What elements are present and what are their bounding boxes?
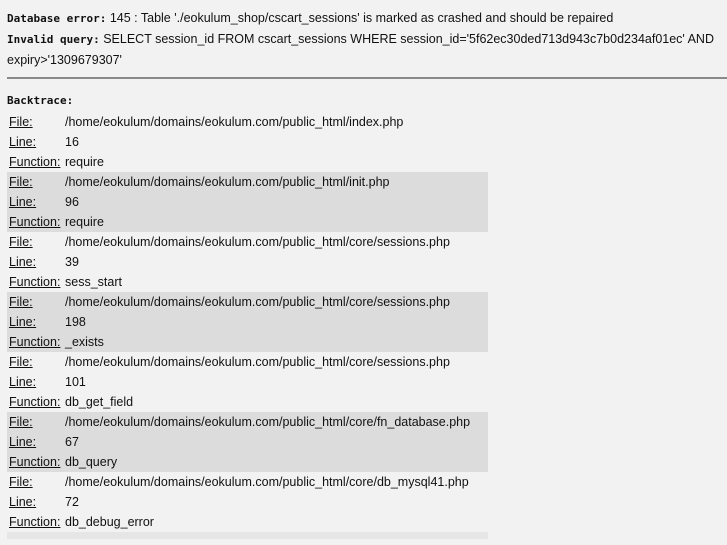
backtrace-function-label: Function: bbox=[7, 512, 63, 532]
backtrace-file-value: /home/eokulum/domains/eokulum.com/public_html/core/db_mysql41.php bbox=[63, 472, 488, 492]
backtrace-file-label: File: bbox=[7, 292, 63, 312]
backtrace-line-value: 39 bbox=[63, 252, 488, 272]
backtrace-row-line bbox=[7, 312, 488, 332]
backtrace-line-label: Line: bbox=[7, 432, 63, 452]
backtrace-file-label: File: bbox=[7, 112, 63, 132]
backtrace-row-file bbox=[7, 112, 488, 132]
backtrace-row-file bbox=[7, 352, 488, 372]
backtrace-table bbox=[7, 112, 488, 532]
backtrace-function-label: Function: bbox=[7, 212, 63, 232]
backtrace-file-value: /home/eokulum/domains/eokulum.com/public_html/core/sessions.php bbox=[63, 232, 488, 252]
backtrace-function-value: require bbox=[63, 212, 488, 232]
backtrace-row-function bbox=[7, 272, 488, 292]
backtrace-line-value: 101 bbox=[63, 372, 488, 392]
backtrace-function-value: db_query bbox=[63, 452, 488, 472]
backtrace-row-line bbox=[7, 252, 488, 272]
backtrace-line-value: 72 bbox=[63, 492, 488, 512]
backtrace-file-label: File: bbox=[7, 412, 63, 432]
backtrace-file-value: /home/eokulum/domains/eokulum.com/public_html/core/fn_database.php bbox=[63, 412, 488, 432]
backtrace-file-label: File: bbox=[7, 172, 63, 192]
backtrace-function-value: require bbox=[63, 152, 488, 172]
backtrace-line-value: 67 bbox=[63, 432, 488, 452]
backtrace-function-label: Function: bbox=[7, 332, 63, 352]
backtrace-row-line bbox=[7, 192, 488, 212]
backtrace-row-function bbox=[7, 212, 488, 232]
backtrace-line-value: 16 bbox=[63, 132, 488, 152]
backtrace-line-label: Line: bbox=[7, 132, 63, 152]
backtrace-row-function bbox=[7, 512, 488, 532]
backtrace-file-value: /home/eokulum/domains/eokulum.com/public_html/init.php bbox=[63, 172, 488, 192]
invalid-query-text: SELECT session_id FROM cscart_sessions WHERE session_id='5f62ec30ded713d943c7b0d234af01ec' AND expiry>'1309679307' bbox=[7, 32, 714, 67]
backtrace-file-value: /home/eokulum/domains/eokulum.com/public_html/core/sessions.php bbox=[63, 352, 488, 372]
backtrace-line-value: 96 bbox=[63, 192, 488, 212]
backtrace-body bbox=[7, 112, 488, 532]
backtrace-row-line bbox=[7, 372, 488, 392]
backtrace-row-line bbox=[7, 492, 488, 512]
backtrace-row-function bbox=[7, 332, 488, 352]
backtrace-line-label: Line: bbox=[7, 312, 63, 332]
database-error-label: Database error: bbox=[7, 12, 107, 25]
backtrace-line-value: 198 bbox=[63, 312, 488, 332]
backtrace-file-value: /home/eokulum/domains/eokulum.com/public_html/core/sessions.php bbox=[63, 292, 488, 312]
backtrace-row-line bbox=[7, 432, 488, 452]
backtrace-row-file bbox=[7, 232, 488, 252]
backtrace-row-function bbox=[7, 452, 488, 472]
backtrace-function-value: sess_start bbox=[63, 272, 488, 292]
backtrace-row-file bbox=[7, 472, 488, 492]
backtrace-title: Backtrace: bbox=[7, 94, 74, 107]
error-summary bbox=[7, 8, 719, 70]
backtrace-function-value: db_debug_error bbox=[63, 512, 488, 532]
backtrace-row-file bbox=[7, 412, 488, 432]
backtrace-function-label: Function: bbox=[7, 152, 63, 172]
divider bbox=[7, 77, 727, 79]
backtrace-row-function bbox=[7, 392, 488, 412]
backtrace-file-value: /home/eokulum/domains/eokulum.com/public_html/index.php bbox=[63, 112, 488, 132]
backtrace-trailer bbox=[7, 532, 488, 539]
backtrace-row-file bbox=[7, 172, 488, 192]
backtrace-file-label: File: bbox=[7, 352, 63, 372]
backtrace-row-function bbox=[7, 152, 488, 172]
database-error-line bbox=[7, 8, 719, 29]
invalid-query-line bbox=[7, 29, 719, 70]
backtrace-function-label: Function: bbox=[7, 452, 63, 472]
backtrace-row-line bbox=[7, 132, 488, 152]
backtrace-function-label: Function: bbox=[7, 392, 63, 412]
backtrace-line-label: Line: bbox=[7, 192, 63, 212]
backtrace-function-value: db_get_field bbox=[63, 392, 488, 412]
invalid-query-label: Invalid query: bbox=[7, 33, 100, 46]
backtrace-function-label: Function: bbox=[7, 272, 63, 292]
backtrace-line-label: Line: bbox=[7, 492, 63, 512]
backtrace-file-label: File: bbox=[7, 472, 63, 492]
backtrace-row-file bbox=[7, 292, 488, 312]
backtrace-file-label: File: bbox=[7, 232, 63, 252]
backtrace-line-label: Line: bbox=[7, 372, 63, 392]
backtrace-line-label: Line: bbox=[7, 252, 63, 272]
database-error-message: 145 : Table './eokulum_shop/cscart_sessions' is marked as crashed and should be repaired bbox=[109, 11, 614, 25]
backtrace-function-value: _exists bbox=[63, 332, 488, 352]
